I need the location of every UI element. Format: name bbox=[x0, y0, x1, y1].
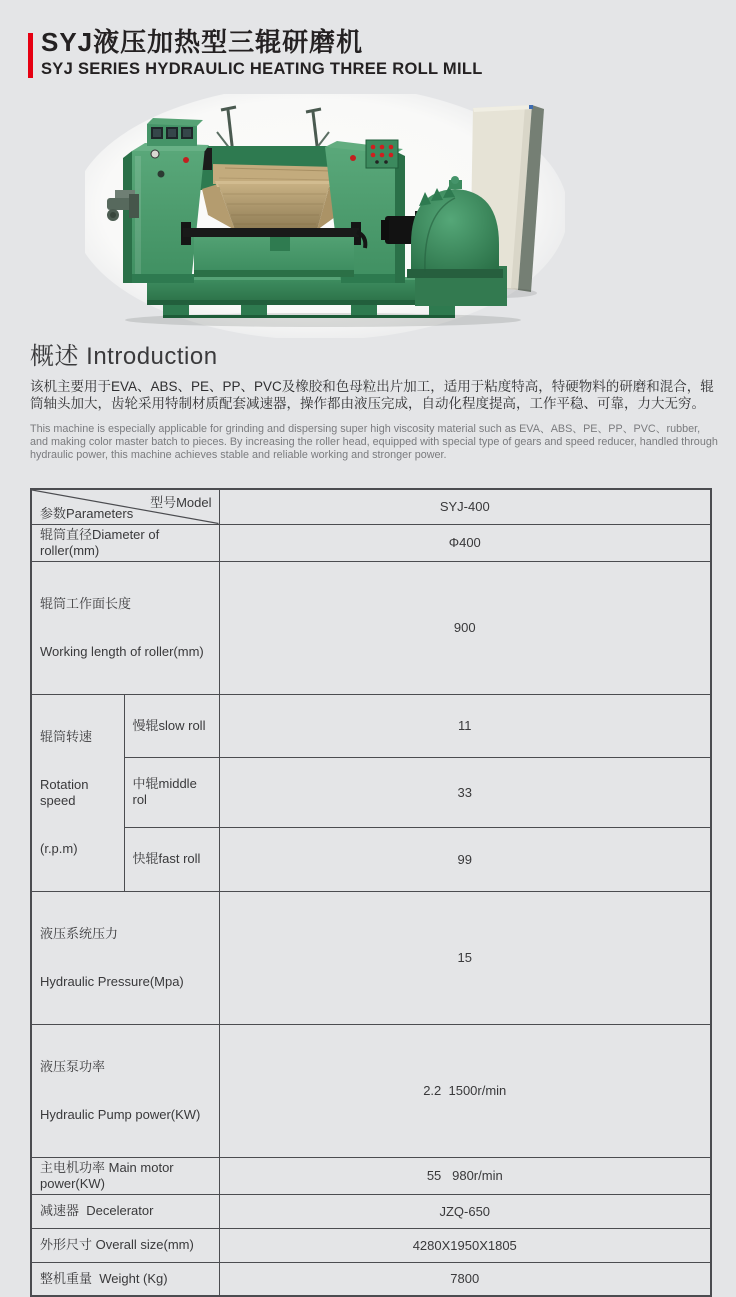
table-row bbox=[31, 1228, 711, 1262]
table-header-row bbox=[31, 489, 711, 524]
page-subtitle: SYJ SERIES HYDRAULIC HEATING THREE ROLL MILL bbox=[41, 60, 483, 78]
sub-label: 中辊middle rol bbox=[124, 758, 219, 827]
intro-paragraph-zh: 该机主要用于EVA、ABS、PE、PP、PVC及橡胶和色母粒出片加工，适用于粘度特高，特硬物料的研磨和混合，辊筒轴头加大，齿轮采用特制材质配套减速器，操作都由液压完成，自动化程度提高，工作平稳、可靠，力大无穷。 bbox=[30, 379, 714, 411]
page-header bbox=[28, 27, 483, 80]
row-label bbox=[31, 1024, 219, 1157]
product-photo bbox=[85, 94, 565, 338]
row-label: 整机重量 Weight (Kg) bbox=[31, 1262, 219, 1296]
label-line-zh: 辊筒工作面长度 bbox=[40, 595, 132, 611]
table-row bbox=[31, 561, 711, 694]
label-line-unit: (r.p.m) bbox=[40, 840, 78, 856]
row-label bbox=[31, 561, 219, 694]
row-value: 11 bbox=[219, 694, 711, 758]
row-value: 4280X1950X1805 bbox=[219, 1228, 711, 1262]
table-row bbox=[31, 1194, 711, 1228]
row-value: 33 bbox=[219, 758, 711, 827]
row-value: 900 bbox=[219, 561, 711, 694]
intro-paragraph-en: This machine is especially applicable for grinding and dispersing super high viscosity material such as EVA、ABS、PE、PP、PVC、rubber, and making color master batch to pieces. By increasing the roller head, equipped with special type of gears and speed reducer, handled through hydraulic power, this machine achieves stable and reliable working and stronger power. bbox=[30, 423, 718, 462]
row-value: 7800 bbox=[219, 1262, 711, 1296]
indicator-lamp bbox=[183, 157, 189, 163]
three-roll-mill-illustration bbox=[85, 94, 565, 338]
label-line-en: Working length of roller(mm) bbox=[40, 643, 204, 659]
table-row bbox=[31, 827, 711, 891]
row-value: 2.2 1500r/min bbox=[219, 1024, 711, 1157]
table-row bbox=[31, 891, 711, 1024]
row-value: 55 980r/min bbox=[219, 1157, 711, 1194]
table-row bbox=[31, 1157, 711, 1194]
label-line-en: Rotation speed bbox=[40, 776, 93, 808]
sub-label: 快辊fast roll bbox=[124, 827, 219, 891]
row-label bbox=[31, 891, 219, 1024]
page-title: SYJ液压加热型三辊研磨机 bbox=[41, 27, 364, 57]
label-line-en: Hydraulic Pressure(Mpa) bbox=[40, 973, 184, 989]
title-block bbox=[41, 27, 483, 80]
row-label: 外形尺寸 Overall size(mm) bbox=[31, 1228, 219, 1262]
model-params-corner-cell bbox=[31, 489, 219, 524]
corner-label-model: 型号Model bbox=[150, 495, 212, 510]
rotation-speed-group-label bbox=[31, 694, 124, 891]
label-line-en: Hydraulic Pump power(KW) bbox=[40, 1106, 201, 1122]
label-line-zh: 液压系统压力 bbox=[40, 925, 119, 941]
indicator-lamp bbox=[350, 155, 356, 161]
table-row bbox=[31, 694, 711, 758]
table-row bbox=[31, 1024, 711, 1157]
label-line-zh: 液压泵功率 bbox=[40, 1058, 106, 1074]
row-label: 减速器 Decelerator bbox=[31, 1194, 219, 1228]
red-accent-bar bbox=[28, 33, 33, 78]
corner-label-params: 参数Parameters bbox=[40, 505, 134, 521]
row-label: 主电机功率 Main motor power(KW) bbox=[31, 1157, 219, 1194]
table-row bbox=[31, 1262, 711, 1296]
gauge bbox=[151, 150, 159, 158]
mid-panel bbox=[194, 237, 354, 277]
intro-heading: 概述 Introduction bbox=[30, 343, 218, 370]
spec-table bbox=[30, 488, 712, 1297]
table-row bbox=[31, 524, 711, 561]
table-row bbox=[31, 758, 711, 827]
label-line-zh: 辊筒转速 bbox=[40, 728, 93, 744]
hopper bbox=[218, 184, 330, 230]
row-value: JZQ-650 bbox=[219, 1194, 711, 1228]
row-value: Φ400 bbox=[219, 524, 711, 561]
model-value-cell: SYJ-400 bbox=[219, 489, 711, 524]
row-value: 99 bbox=[219, 827, 711, 891]
row-label: 辊筒直径Diameter of roller(mm) bbox=[31, 524, 219, 561]
sub-label: 慢辊slow roll bbox=[124, 694, 219, 758]
row-value: 15 bbox=[219, 891, 711, 1024]
